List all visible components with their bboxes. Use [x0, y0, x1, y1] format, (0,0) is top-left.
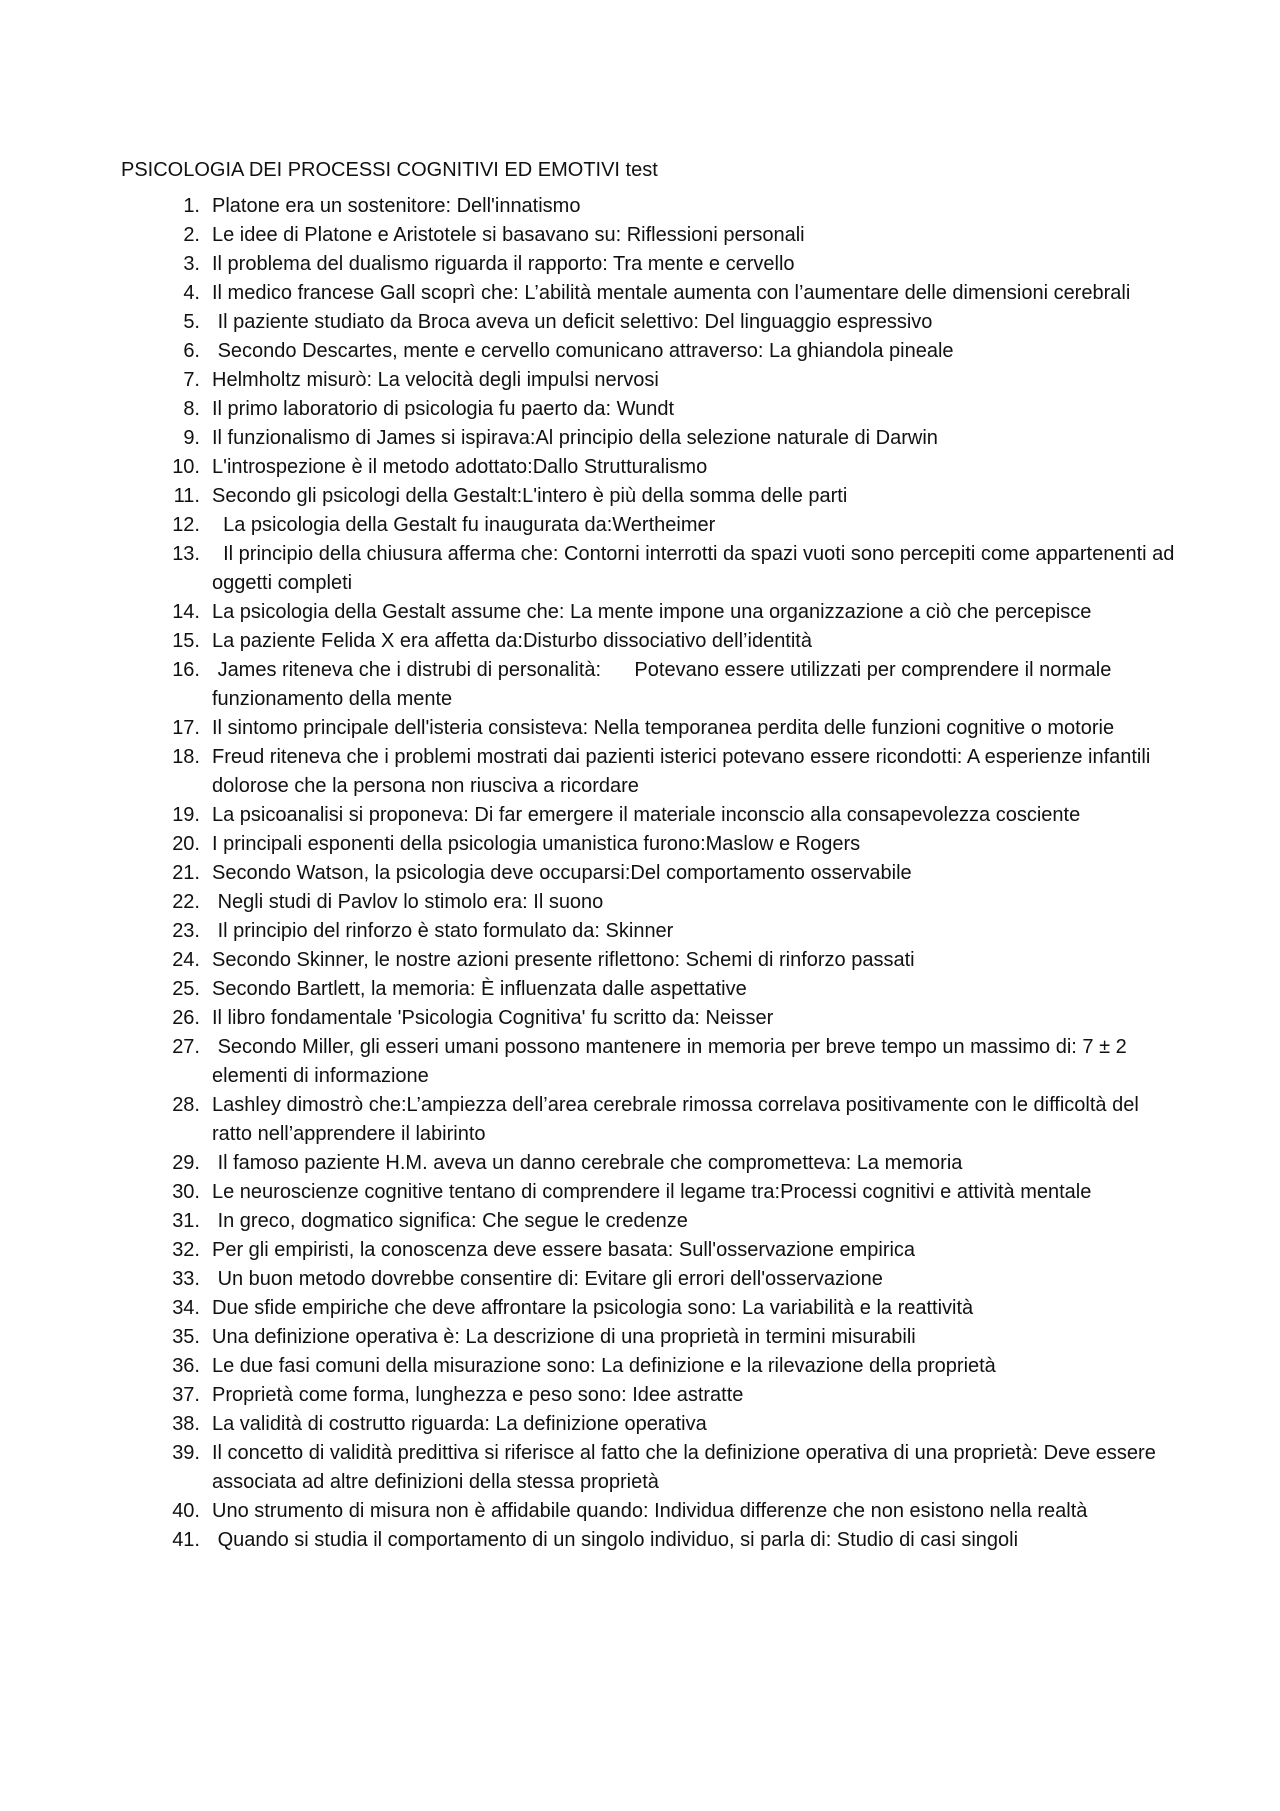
item-number: 36.	[172, 1355, 200, 1377]
item-text: Un buon metodo dovrebbe consentire di: Evitare gli errori dell'osservazione	[212, 1268, 883, 1290]
item-text: Uno strumento di misura non è affidabile quando: Individua differenze che non esistono nella realtà	[212, 1500, 1088, 1522]
list-item	[121, 366, 1180, 395]
item-text: La psicologia della Gestalt fu inaugurata da:Wertheimer	[212, 514, 716, 536]
list-item	[121, 627, 1180, 656]
item-text: Il sintomo principale dell'isteria consisteva: Nella temporanea perdita delle funzioni cognitive o motorie	[212, 717, 1115, 739]
item-text: James riteneva che i distrubi di personalità: Potevano essere utilizzati per comprendere il normale funzionamento della mente	[212, 659, 1117, 710]
list-item	[121, 1091, 1180, 1149]
item-number: 3.	[183, 253, 200, 275]
item-number: 35.	[172, 1326, 200, 1348]
list-item	[121, 1323, 1180, 1352]
list-item	[121, 917, 1180, 946]
item-text: Secondo Miller, gli esseri umani possono mantenere in memoria per breve tempo un massimo di: 7 ± 2 elementi di informazione	[212, 1036, 1133, 1087]
item-number: 8.	[183, 398, 200, 420]
item-text: Due sfide empiriche che deve affrontare la psicologia sono: La variabilità e la reattività	[212, 1297, 974, 1319]
item-text: La validità di costrutto riguarda: La definizione operativa	[212, 1413, 707, 1435]
item-text: Le idee di Platone e Aristotele si basavano su: Riflessioni personali	[212, 224, 805, 246]
list-item	[121, 1526, 1180, 1555]
item-number: 17.	[172, 717, 200, 739]
list-item	[121, 1178, 1180, 1207]
item-text: La psicologia della Gestalt assume che: La mente impone una organizzazione a ciò che percepisce	[212, 601, 1092, 623]
document-title: PSICOLOGIA DEI PROCESSI COGNITIVI ED EMOTIVI test	[121, 159, 658, 181]
item-text: Le neuroscienze cognitive tentano di comprendere il legame tra:Processi cognitivi e attività mentale	[212, 1181, 1092, 1203]
list-item	[121, 1497, 1180, 1526]
item-number: 29.	[172, 1152, 200, 1174]
list-item	[121, 946, 1180, 975]
item-text: Secondo Bartlett, la memoria: È influenzata dalle aspettative	[212, 978, 747, 1000]
item-text: Il libro fondamentale 'Psicologia Cognitiva' fu scritto da: Neisser	[212, 1007, 774, 1029]
item-number: 34.	[172, 1297, 200, 1319]
item-number: 22.	[172, 891, 200, 913]
item-text: Freud riteneva che i problemi mostrati dai pazienti isterici potevano essere ricondotti: A esperienze infantili dolorose che la persona non riusciva a ricordare	[212, 746, 1156, 797]
item-number: 37.	[172, 1384, 200, 1406]
list-item	[121, 395, 1180, 424]
item-number: 11.	[173, 485, 200, 507]
item-number: 7.	[183, 369, 200, 391]
item-text: Il concetto di validità predittiva si riferisce al fatto che la definizione operativa di una proprietà: Deve essere associata ad altre definizioni della stessa proprietà	[212, 1442, 1162, 1493]
item-number: 21.	[172, 862, 200, 884]
item-text: Lashley dimostrò che:L’ampiezza dell’area cerebrale rimossa correlava positivamente con le difficoltà del ratto nell’apprendere il labirinto	[212, 1094, 1145, 1145]
item-text: In greco, dogmatico significa: Che segue le credenze	[212, 1210, 688, 1232]
item-text: Il funzionalismo di James si ispirava:Al principio della selezione naturale di Darwin	[212, 427, 938, 449]
item-number: 4.	[183, 282, 200, 304]
item-number: 27.	[172, 1036, 200, 1058]
item-text: I principali esponenti della psicologia umanistica furono:Maslow e Rogers	[212, 833, 861, 855]
item-text: Il paziente studiato da Broca aveva un deficit selettivo: Del linguaggio espressivo	[212, 311, 933, 333]
list-item	[121, 511, 1180, 540]
item-text: L'introspezione è il metodo adottato:Dallo Strutturalismo	[212, 456, 708, 478]
list-item	[121, 1033, 1180, 1091]
list-item	[121, 424, 1180, 453]
item-number: 28.	[172, 1094, 200, 1116]
list-item	[121, 888, 1180, 917]
item-number: 20.	[172, 833, 200, 855]
item-text: Il principio del rinforzo è stato formulato da: Skinner	[212, 920, 674, 942]
item-text: Secondo Skinner, le nostre azioni presente riflettono: Schemi di rinforzo passati	[212, 949, 915, 971]
item-number: 39.	[172, 1442, 200, 1464]
list-item	[121, 540, 1180, 598]
item-number: 32.	[172, 1239, 200, 1261]
list-item	[121, 1410, 1180, 1439]
item-text: La psicoanalisi si proponeva: Di far emergere il materiale inconscio alla consapevolezza cosciente	[212, 804, 1081, 826]
item-text: Il famoso paziente H.M. aveva un danno cerebrale che comprometteva: La memoria	[212, 1152, 963, 1174]
list-item	[121, 1294, 1180, 1323]
item-number: 33.	[172, 1268, 200, 1290]
item-text: Secondo gli psicologi della Gestalt:L'intero è più della somma delle parti	[212, 485, 848, 507]
item-number: 6.	[183, 340, 200, 362]
item-number: 26.	[172, 1007, 200, 1029]
item-text: Il principio della chiusura afferma che: Contorni interrotti da spazi vuoti sono percepiti come appartenenti ad oggetti completi	[212, 543, 1180, 594]
list-item	[121, 279, 1180, 308]
item-text: Secondo Watson, la psicologia deve occuparsi:Del comportamento osservabile	[212, 862, 912, 884]
item-number: 15.	[172, 630, 200, 652]
item-text: Helmholtz misurò: La velocità degli impulsi nervosi	[212, 369, 659, 391]
list-item	[121, 656, 1180, 714]
list-item	[121, 482, 1180, 511]
item-number: 1.	[183, 195, 200, 217]
item-number: 16.	[172, 659, 200, 681]
item-number: 14.	[172, 601, 200, 623]
list-item	[121, 308, 1180, 337]
list-item	[121, 801, 1180, 830]
item-number: 5.	[183, 311, 200, 333]
list-item	[121, 1352, 1180, 1381]
list-item	[121, 1439, 1180, 1497]
item-text: Una definizione operativa è: La descrizione di una proprietà in termini misurabili	[212, 1326, 916, 1348]
item-number: 38.	[172, 1413, 200, 1435]
item-text: Per gli empiristi, la conoscenza deve essere basata: Sull'osservazione empirica	[212, 1239, 916, 1261]
list-item	[121, 221, 1180, 250]
list-item	[121, 1265, 1180, 1294]
list-item	[121, 1207, 1180, 1236]
list-item	[121, 1381, 1180, 1410]
item-number: 2.	[183, 224, 200, 246]
list-item	[121, 859, 1180, 888]
item-number: 19.	[172, 804, 200, 826]
item-text: La paziente Felida X era affetta da:Disturbo dissociativo dell’identità	[212, 630, 812, 652]
list-item	[121, 453, 1180, 482]
item-text: Negli studi di Pavlov lo stimolo era: Il suono	[212, 891, 604, 913]
item-number: 9.	[183, 427, 200, 449]
item-number: 13.	[172, 543, 200, 565]
list-item	[121, 1149, 1180, 1178]
list-item	[121, 714, 1180, 743]
item-number: 30.	[172, 1181, 200, 1203]
list-item	[121, 337, 1180, 366]
list-item	[121, 192, 1180, 221]
item-text: Le due fasi comuni della misurazione sono: La definizione e la rilevazione della proprietà	[212, 1355, 996, 1377]
item-text: Quando si studia il comportamento di un singolo individuo, si parla di: Studio di casi singoli	[212, 1529, 1019, 1551]
item-number: 25.	[172, 978, 200, 1000]
item-number: 40.	[172, 1500, 200, 1522]
item-number: 10.	[172, 456, 200, 478]
item-number: 23.	[172, 920, 200, 942]
item-text: Il medico francese Gall scoprì che: L’abilità mentale aumenta con l’aumentare delle dimensioni cerebrali	[212, 282, 1131, 304]
list-item	[121, 975, 1180, 1004]
item-number: 18.	[172, 746, 200, 768]
list-item	[121, 598, 1180, 627]
item-text: Secondo Descartes, mente e cervello comunicano attraverso: La ghiandola pineale	[212, 340, 954, 362]
list-item	[121, 743, 1180, 801]
list-item	[121, 250, 1180, 279]
item-number: 41.	[172, 1529, 200, 1551]
item-number: 24.	[172, 949, 200, 971]
item-text: Il problema del dualismo riguarda il rapporto: Tra mente e cervello	[212, 253, 795, 275]
list-item	[121, 1004, 1180, 1033]
item-number: 12.	[172, 514, 200, 536]
list-item	[121, 1236, 1180, 1265]
item-text: Platone era un sostenitore: Dell'innatismo	[212, 195, 581, 217]
question-list	[121, 192, 1180, 1555]
item-text: Il primo laboratorio di psicologia fu paerto da: Wundt	[212, 398, 675, 420]
item-text: Proprietà come forma, lunghezza e peso sono: Idee astratte	[212, 1384, 744, 1406]
item-number: 31.	[172, 1210, 200, 1232]
list-item	[121, 830, 1180, 859]
